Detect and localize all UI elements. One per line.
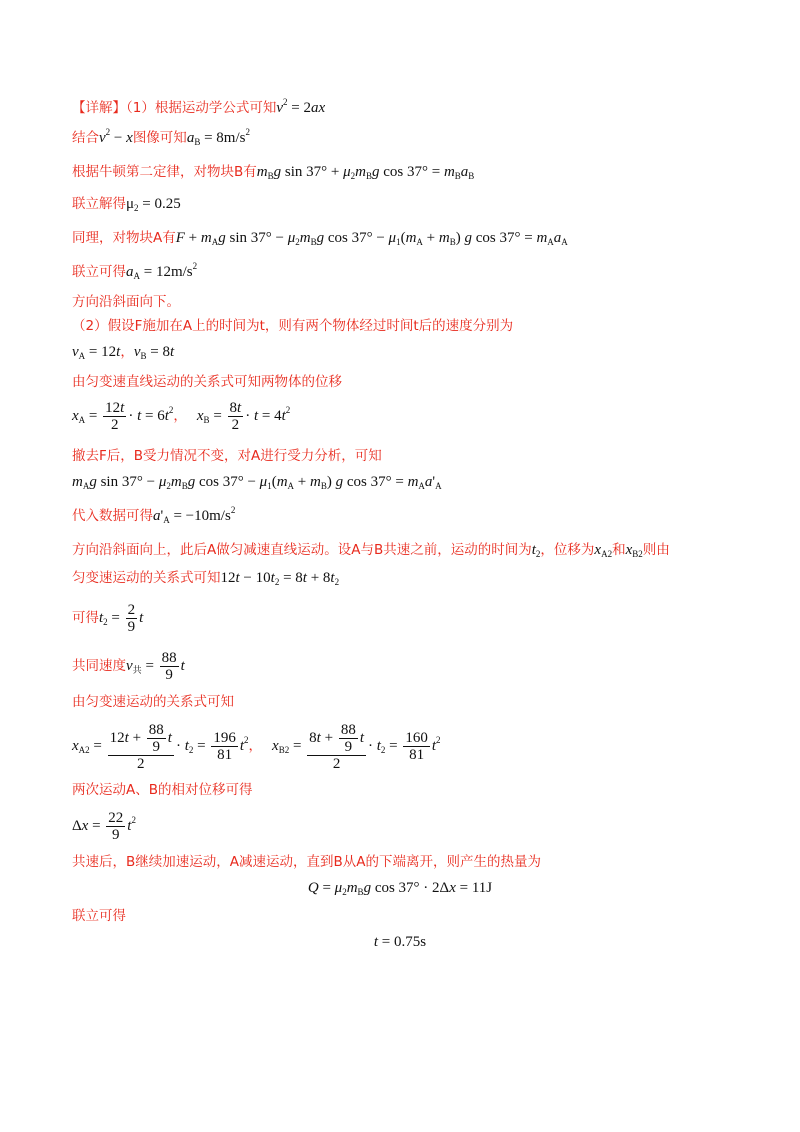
formula-delta-x: Δx = $\frac{22}{9}$ $t^2$	[72, 810, 136, 844]
formula-xB2: $x_{B2}$ = 8t + $\frac{88}{9}$ t 2 · $t_2$ = $\frac{160}{81}$ $t^2$	[272, 721, 441, 772]
line-common-time-eq: 匀变速运动的关系式可知$12t - 10t_2 = 8t + 8t_2$	[72, 570, 340, 587]
line-direction-down: 方向沿斜面向下。	[72, 294, 180, 310]
line-final-answer	[0, 932, 800, 952]
line-displacements: $x_A$ = $\frac{12t}{2}$ · $t = 6t^2$， $x_B$ = $\frac{8t}{2}$ · $t = 4t^2$	[72, 400, 291, 434]
line-direction-up: 方向沿斜面向上，此后A做匀减速直线运动。设A与B共速之前，运动的时间为$t_2$，位移为$x_{A2}$和$x_{B2}$则由	[72, 542, 670, 559]
line-graph-aB: 结合$v^2 - x$图像可知$a_B = 8m/s^2$	[72, 127, 250, 147]
formula-heat-Q: $Q = \mu_2m_Bg$ cos 37° · 2Δx = 11J	[307, 880, 493, 897]
formula-mu2: $\mu_2 = 0.25$	[126, 196, 181, 213]
line-delta-x	[72, 808, 740, 844]
line-heat-intro: 共速后，B继续加速运动，A减速运动，直到B从A的下端离开，则产生的热量为	[72, 854, 541, 870]
formula-newton-A: $F + m_Ag$ $\sin 37^\circ - \mu_2m_Bg$ $\cos 37^\circ - \mu_1(m_A + m_B)$ g $\cos 37^\circ = m_Aa_A$	[175, 230, 568, 247]
formula-aB: $a_B = 8m/s^2$	[186, 127, 250, 147]
line-aA-prime: 代入数据可得$a'_A = -10m/s^2$	[72, 505, 236, 525]
line-aA: 联立可得$a_A = 12m/s^2$	[72, 261, 198, 281]
line-newton-A: 同理，对物块A有$F + m_Ag$ $\sin 37^\circ - \mu_2m_Bg$ $\cos 37^\circ - \mu_1(m_A + m_B)$ g $\cos 37^\circ = m_Aa_A$	[72, 230, 568, 247]
line-newton-A-after	[72, 472, 740, 492]
line-final-intro: 联立可得	[72, 908, 126, 924]
line-kinematics-formula: 【详解】（1）根据运动学公式可知$v^2 = 2ax$	[72, 97, 326, 116]
formula-xB: $x_B$ = $\frac{8t}{2}$ · $t = 4t^2$	[196, 400, 291, 434]
line-heat-formula	[0, 878, 800, 898]
formula-vA: $v_A = 12t$	[72, 344, 121, 361]
line-common-velocity: 共同速度$v_共$ = $\frac{88}{9}$ t	[72, 650, 185, 684]
formula-vB: $v_B = 8t$	[133, 344, 175, 361]
formula-aA: $a_A = 12m/s^2$	[126, 261, 198, 281]
line-remove-F: 撤去F后，B受力情况不变，对A进行受力分析，可知	[72, 448, 382, 464]
formula-xA: $x_A$ = $\frac{12t}{2}$ · $t = 6t^2$	[72, 400, 174, 434]
line-relative-disp-intro: 两次运动A、B的相对位移可得	[72, 782, 253, 798]
line-part2-assumption: （2）假设F施加在A上的时间为t，则有两个物体经过时间t后的速度分别为	[72, 318, 514, 334]
line-displacements-2: $x_{A2}$ = 12t + $\frac{88}{9}$ t 2 · $t_2$ = $\frac{196}{81}$ $t^2$， $x_{B2}$ = 8t + $\frac{88}{9}$ t 2 · $t_2$ = $\frac{160}{81}$ $t^2$	[72, 721, 441, 772]
formula-t2-eq: $12t - 10t_2 = 8t + 8t_2$	[220, 570, 340, 587]
formula-newton-B: $m_Bg$ $\sin 37^\circ + \mu_2m_Bg$ $\cos 37^\circ = m_Ba_B$	[256, 164, 475, 181]
formula-newton-A-after: $m_Ag$ $\sin 37^\circ - \mu_2m_Bg$ $\cos 37^\circ - \mu_1(m_A + m_B)$ g $\cos 37^\circ = m_Aa'_A$	[72, 474, 442, 491]
formula-common-v: $v_共$ = $\frac{88}{9}$ t	[126, 650, 185, 684]
formula-v2-2ax: $v^2 = 2ax$	[276, 97, 326, 116]
formula-t2: $t_2$ = $\frac{2}{9}$ t	[99, 602, 144, 636]
line-velocities: $v_A = 12t$，$v_B = 8t$	[72, 344, 175, 361]
line-displacement-intro: 由匀变速直线运动的关系式可知两物体的位移	[72, 374, 342, 390]
formula-xA2: $x_{A2}$ = 12t + $\frac{88}{9}$ t 2 · $t_2$ = $\frac{196}{81}$ $t^2$	[72, 721, 249, 772]
line-disp2-intro: 由匀变速运动的关系式可知	[72, 694, 234, 710]
line-newton-B: 根据牛顿第二定律，对物块B有$m_Bg$ $\sin 37^\circ + \mu_2m_Bg$ $\cos 37^\circ = m_Ba_B$	[72, 164, 475, 181]
line-mu2: 联立解得$\mu_2 = 0.25$	[72, 196, 181, 213]
line-t2: 可得$t_2$ = $\frac{2}{9}$ t	[72, 602, 144, 636]
formula-aA-prime: $a'_A = -10m/s^2$	[153, 505, 236, 525]
formula-final-t: t = 0.75s	[373, 934, 427, 950]
